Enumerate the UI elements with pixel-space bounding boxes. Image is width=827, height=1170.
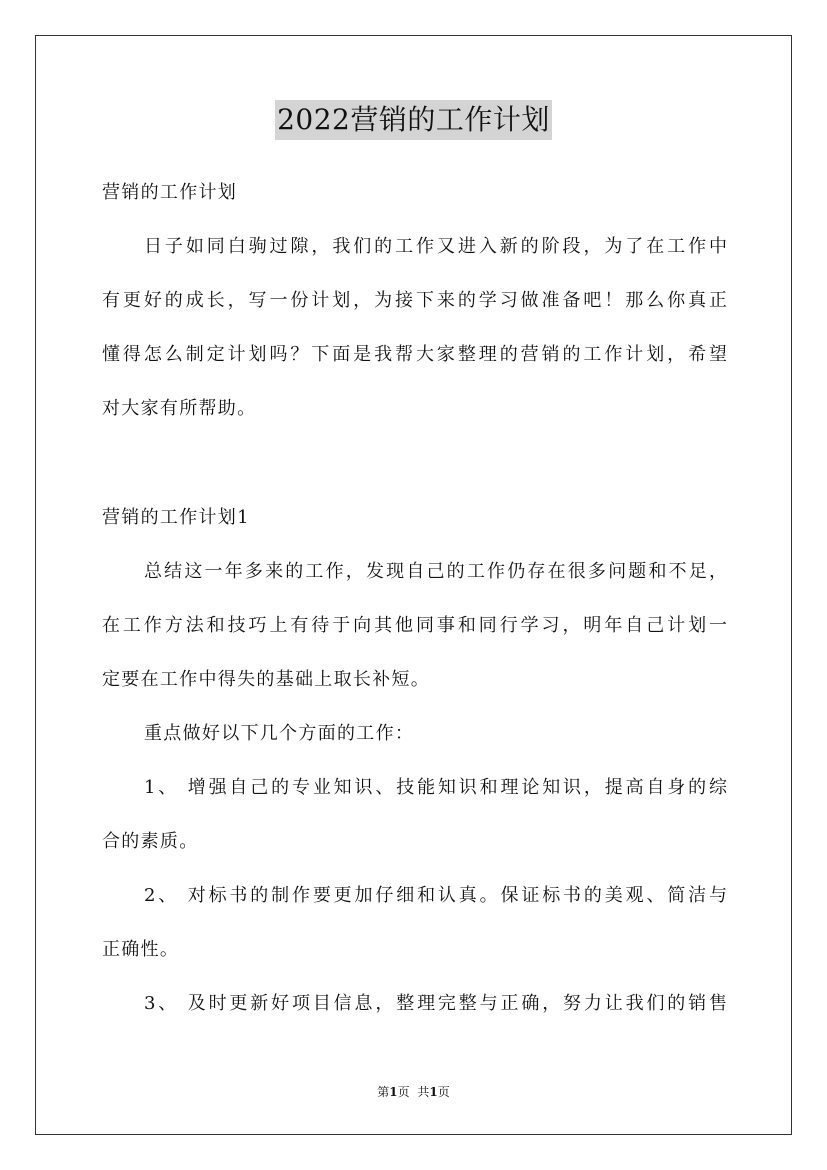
list-item-1-continued: 合的素质。: [102, 831, 199, 852]
paragraph-line: 定要在工作中得失的基础上取长补短。: [102, 669, 431, 690]
page-footer: [0, 1084, 827, 1100]
paragraph-line: 在工作方法和技巧上有待于向其他同事和同行学习，明年自己计划一: [102, 615, 727, 636]
title-container: [0, 100, 827, 140]
footer-total-prefix: 共: [417, 1085, 430, 1099]
paragraph-line: 日子如同白驹过隙，我们的工作又进入新的阶段，为了在工作中: [144, 236, 727, 257]
footer-page-number: 1: [389, 1085, 398, 1099]
paragraph-line: 对大家有所帮助。: [102, 398, 257, 419]
footer-total-pages: 1: [429, 1085, 438, 1099]
footer-page-prefix: 第: [377, 1085, 390, 1099]
paragraph-line: 懂得怎么制定计划吗？下面是我帮大家整理的营销的工作计划，希望: [102, 344, 727, 365]
paragraph-line: 重点做好以下几个方面的工作：: [144, 723, 415, 744]
section-heading-plan-1: 营销的工作计划1: [102, 507, 250, 528]
paragraph-line: 总结这一年多来的工作，发现自己的工作仍存在很多问题和不足，: [144, 561, 727, 582]
list-item-1: 1、 增强自己的专业知识、技能知识和理论知识，提高自身的综: [144, 777, 727, 798]
list-item-2-continued: 正确性。: [102, 939, 180, 960]
document-title: 2022营销的工作计划: [275, 100, 552, 140]
footer-total-suffix: 页: [437, 1085, 450, 1099]
list-item-2: 2、 对标书的制作要更加仔细和认真。保证标书的美观、简洁与: [144, 885, 727, 906]
footer-page-suffix: 页: [397, 1085, 410, 1099]
section-heading-intro: 营销的工作计划: [102, 182, 238, 203]
paragraph-line: 有更好的成长，写一份计划，为接下来的学习做准备吧！那么你真正: [102, 290, 727, 311]
list-item-3: 3、 及时更新好项目信息，整理完整与正确，努力让我们的销售: [144, 993, 727, 1014]
